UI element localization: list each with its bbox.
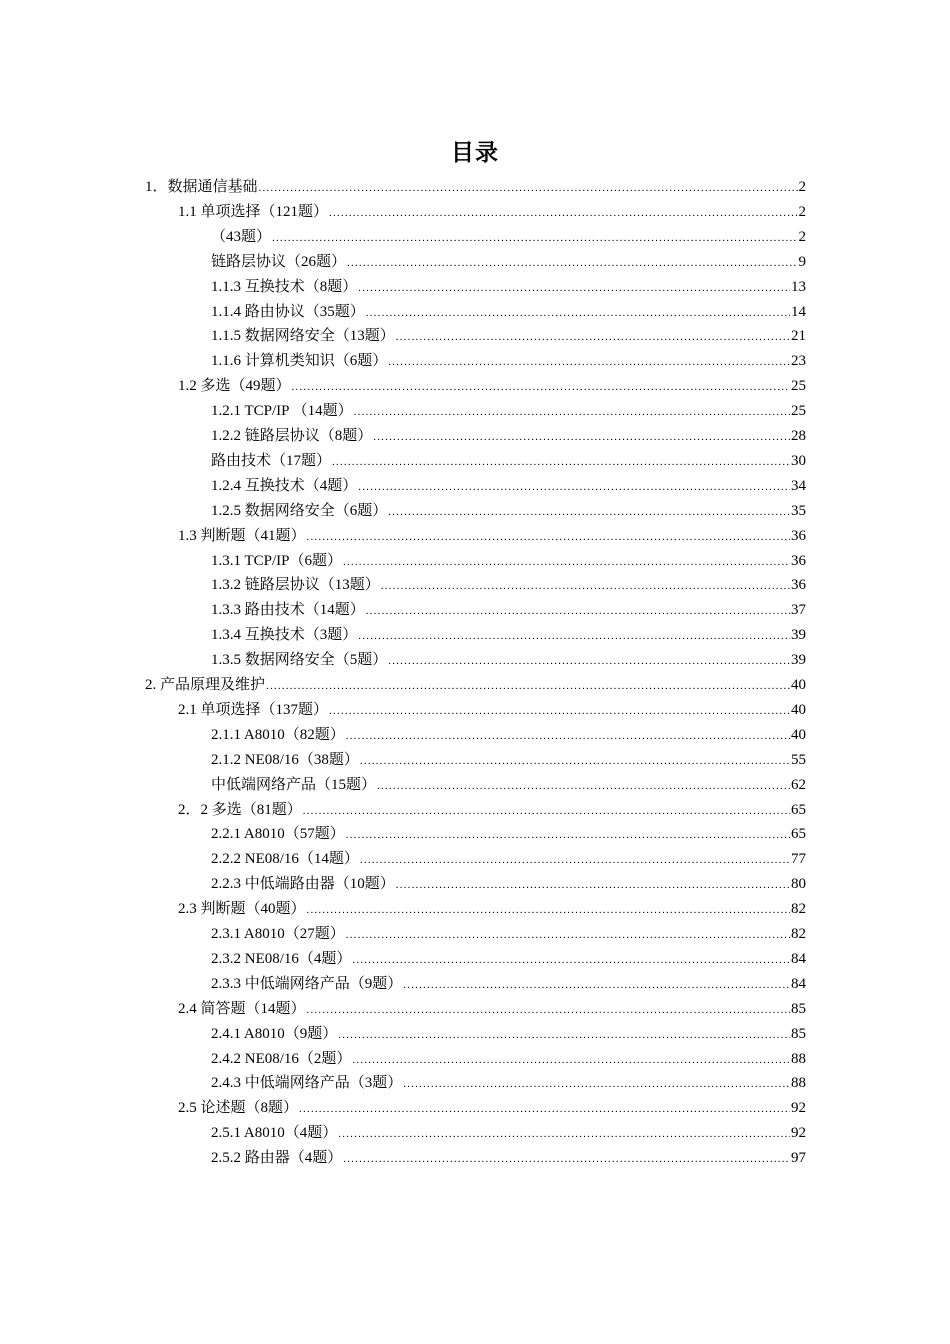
toc-entry-label: 1.3 判断题（41题） [178,527,306,544]
toc-entry-label: 2.4.1 A8010（9题） [211,1025,338,1042]
toc-entry-page-number: 37 [791,602,806,619]
toc-entry-page-number: 84 [791,950,806,967]
toc-entry-label: 2.5 论述题（8题） [178,1100,299,1117]
dot-leader [388,649,790,673]
dot-leader [346,823,790,847]
toc-entry[interactable] [211,1146,806,1170]
toc-entry-label: 2.1 单项选择（137题） [178,701,329,718]
toc-entry-label: 1.3.5 数据网络安全（5题） [211,652,388,669]
toc-entry[interactable] [211,349,806,373]
toc-entry-label: 2.3 判断题（40题） [178,901,306,918]
toc-entry-label: 路由技术（17题） [211,452,332,469]
dot-leader [396,325,790,349]
dot-leader [358,475,790,499]
toc-entry[interactable] [145,175,806,199]
toc-entry[interactable] [211,723,806,747]
toc-entry[interactable] [178,374,806,398]
toc-entry[interactable] [211,275,806,299]
toc-entry-label: 1.2 多选（49题） [178,378,291,395]
toc-entry-page-number: 36 [791,577,806,594]
dot-leader [366,301,790,325]
dot-leader [347,251,797,275]
toc-entry-page-number: 77 [791,851,806,868]
toc-entry-page-number: 35 [791,502,806,519]
toc-entry-label: 2．2 多选（81题） [178,801,302,818]
toc-entry-page-number: 39 [791,627,806,644]
toc-entry[interactable] [211,324,806,348]
toc-entry-page-number: 92 [791,1100,806,1117]
toc-entry[interactable] [211,399,806,423]
toc-entry-page-number: 36 [791,552,806,569]
toc-entry[interactable] [211,947,806,971]
toc-entry[interactable] [211,822,806,846]
toc-entry-page-number: 23 [791,353,806,370]
toc-entry-label: 1.3.2 链路层协议（13题） [211,577,380,594]
dot-leader [360,848,790,872]
toc-title: 目录 [451,140,499,166]
toc-entry-label: 1.3.4 互换技术（3题） [211,627,358,644]
toc-entry-page-number: 85 [791,1025,806,1042]
toc-entry-page-number: 25 [791,403,806,420]
toc-entry[interactable] [211,623,806,647]
toc-entry-label: 2.4 简答题（14题） [178,1000,306,1017]
toc-entry-page-number: 80 [791,876,806,893]
dot-leader [381,574,790,598]
toc-entry[interactable] [211,573,806,597]
toc-entry[interactable] [211,449,806,473]
toc-entry-page-number: 88 [791,1075,806,1092]
toc-entry[interactable] [211,1022,806,1046]
dot-leader [366,599,790,623]
toc-entry-page-number: 62 [791,776,806,793]
toc-entry-page-number: 36 [791,527,806,544]
dot-leader [343,550,790,574]
toc-entry-label: 1.3.3 路由技术（14题） [211,602,365,619]
toc-entry-label: 1.1.6 计算机类知识（6题） [211,353,388,370]
dot-leader [373,425,790,449]
toc-entry[interactable] [211,598,806,622]
toc-entry[interactable] [211,549,806,573]
dot-leader [307,898,790,922]
toc-entry-label: 链路层协议（26题） [211,253,347,270]
toc-entry-page-number: 25 [791,378,806,395]
dot-leader [403,1072,790,1096]
toc-entry-page-number: 2 [798,203,806,220]
toc-entry-page-number: 40 [791,701,806,718]
toc-entry[interactable] [211,250,806,274]
dot-leader [360,749,790,773]
dot-leader [292,375,790,399]
dot-leader [358,624,790,648]
toc-entry-label: 2.1.1 A8010（82题） [211,726,345,743]
dot-leader [388,350,790,374]
toc-entry-label: 2.4.2 NE08/16（2题） [211,1050,352,1067]
toc-entry-page-number: 39 [791,652,806,669]
toc-entry-label: 1.1.5 数据网络安全（13题） [211,328,395,345]
toc-entry[interactable] [211,424,806,448]
toc-entry-label: 1．数据通信基础 [145,179,258,195]
toc-entry[interactable] [211,847,806,871]
toc-entry-page-number: 85 [791,1000,806,1017]
dot-leader [266,674,790,698]
toc-entry[interactable] [211,300,806,324]
toc-entry-page-number: 97 [791,1150,806,1167]
dot-leader [329,201,797,225]
toc-entry-page-number: 30 [791,452,806,469]
toc-entry-page-number: 84 [791,975,806,992]
toc-entry[interactable] [211,648,806,672]
toc-entry[interactable] [211,1047,806,1071]
toc-entry-page-number: 2 [798,179,806,195]
dot-leader [354,400,790,424]
toc-entry-page-number: 34 [791,477,806,494]
toc-entry-label: 2. 产品原理及维护 [145,677,266,693]
dot-leader [346,724,790,748]
toc-entry-page-number: 28 [791,428,806,444]
dot-leader [299,1097,790,1121]
toc-entry-label: 2.5.1 A8010（4题） [211,1125,338,1142]
toc-entry-label: 2.2.3 中低端路由器（10题） [211,876,395,893]
toc-entry[interactable] [145,673,806,697]
dot-leader [396,873,790,897]
toc-entry[interactable] [211,872,806,896]
dot-leader [307,998,790,1022]
toc-entry-label: （43题） [211,228,272,245]
toc-entry-page-number: 82 [791,901,806,918]
toc-entry[interactable] [211,972,806,996]
toc-entry[interactable] [211,474,806,498]
toc-entry-page-number: 92 [791,1125,806,1142]
dot-leader [352,1048,790,1072]
toc-entry-label: 1.1 单项选择（121题） [178,203,329,220]
toc-entry[interactable] [211,773,806,797]
toc-entry-label: 2.2.2 NE08/16（14题） [211,851,359,868]
toc-entry[interactable] [211,225,806,249]
dot-leader [377,774,790,798]
toc-entry-label: 1.1.3 互换技术（8题） [211,278,358,295]
toc-entry-label: 2.3.3 中低端网络产品（9题） [211,975,403,992]
dot-leader [303,799,790,823]
toc-entry[interactable] [211,1121,806,1145]
toc-entry-page-number: 9 [798,253,806,270]
toc-entry[interactable] [178,200,806,224]
toc-entry[interactable] [211,1071,806,1095]
dot-leader [352,948,790,972]
toc-entry-label: 2.5.2 路由器（4题） [211,1150,343,1167]
dot-leader [388,500,790,524]
toc-entry[interactable] [211,748,806,772]
toc-entry-page-number: 65 [791,826,806,843]
toc-entry-label: 1.2.2 链路层协议（8题） [211,428,373,444]
dot-leader [332,450,790,474]
toc-entry-page-number: 55 [791,751,806,768]
dot-leader [329,699,790,723]
dot-leader [346,923,790,947]
toc-entry-label: 1.3.1 TCP/IP（6题） [211,552,342,569]
toc-entry-label: 2.2.1 A8010（57题） [211,826,345,843]
toc-entry-page-number: 40 [791,726,806,743]
toc-entry-label: 2.3.1 A8010（27题） [211,926,345,942]
dot-leader [403,973,790,997]
toc-entry-label: 1.2.5 数据网络安全（6题） [211,502,388,519]
toc-entry-page-number: 40 [791,677,806,693]
toc-entry[interactable] [178,897,806,921]
toc-entry[interactable] [211,499,806,523]
toc-entry-page-number: 82 [791,926,806,942]
toc-entry-page-number: 13 [791,278,806,295]
toc-entry-label: 2.3.2 NE08/16（4题） [211,950,352,967]
dot-leader [343,1147,790,1171]
dot-leader [358,276,790,300]
dot-leader [307,525,790,549]
toc-entry[interactable] [178,1096,806,1120]
toc-entry-page-number: 65 [791,801,806,818]
dot-leader [338,1122,790,1146]
toc-entry-label: 中低端网络产品（15题） [211,776,377,793]
toc-entry-label: 2.1.2 NE08/16（38题） [211,751,359,768]
toc-entry-label: 2.4.3 中低端网络产品（3题） [211,1075,403,1092]
toc-entry-label: 1.2.4 互换技术（4题） [211,477,358,494]
toc-entry-label: 1.2.1 TCP/IP （14题） [211,403,353,420]
dot-leader [338,1023,790,1047]
dot-leader [259,176,798,200]
toc-entry-page-number: 14 [791,303,806,320]
toc-entry[interactable] [178,698,806,722]
toc-entry-page-number: 21 [791,328,806,345]
toc-entry[interactable] [178,798,806,822]
toc-entry-page-number: 88 [791,1050,806,1067]
toc-entry[interactable] [178,524,806,548]
dot-leader [272,226,797,250]
toc-entry-page-number: 2 [798,228,806,245]
toc-entry[interactable] [178,997,806,1021]
toc-entry-label: 1.1.4 路由协议（35题） [211,303,365,320]
toc-entry[interactable] [211,922,806,946]
